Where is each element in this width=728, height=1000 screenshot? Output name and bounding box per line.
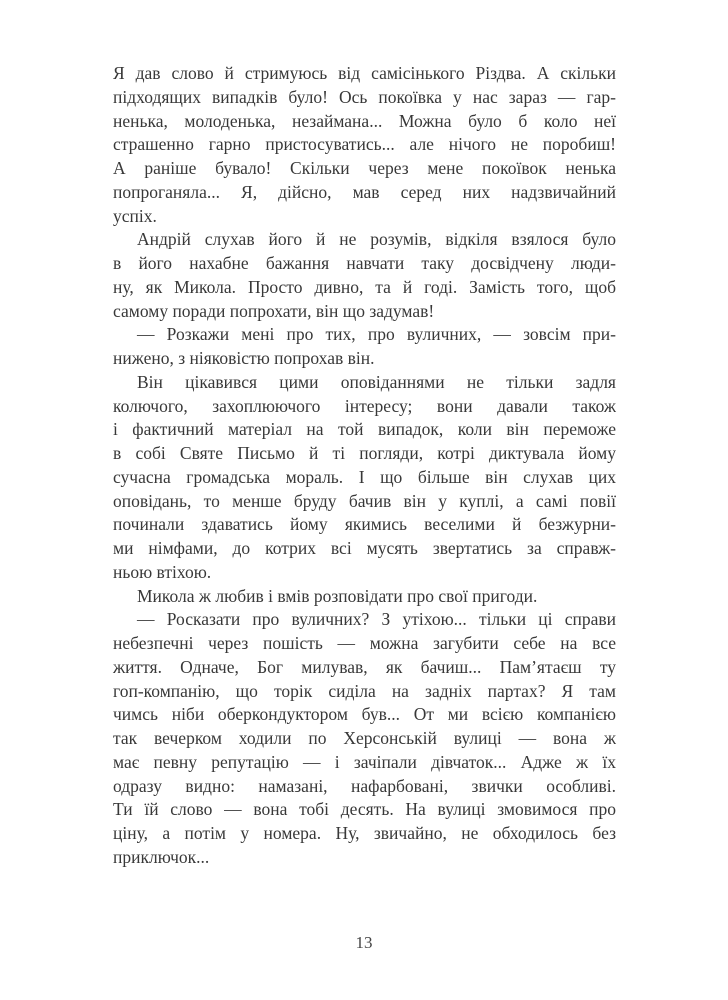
text-line: самому поради попрохати, він що задумав! (113, 300, 435, 321)
text-line: — Розкажи мені про тих, про вуличних, — зовсім при- (137, 324, 616, 345)
text-line: одразу видно: намазані, нафарбовані, звички особливі. (113, 775, 616, 796)
text-line: життя. Одначе, Бог милував, як бачиш... Пам’ятаєш ту (113, 656, 616, 677)
paragraph (113, 585, 616, 609)
text-line: попроганяла... Я, дійсно, мав серед них надзвичайний (113, 181, 616, 202)
text-line: успіх. (113, 205, 157, 226)
text-line: ціну, а потім у номера. Ну, звичайно, не обходилось без (113, 823, 616, 843)
text-line: небезпечні через пошість — можна загубити себе на все (113, 633, 616, 653)
text-line: починали здаватись йому якимись веселими й безжурни- (113, 514, 616, 535)
paragraph (113, 371, 616, 585)
text-line: ньою втіхою. (113, 561, 212, 582)
page-number: 13 (355, 933, 373, 952)
text-line: чимсь ніби оберкондуктором був... От ми всією компанією (113, 704, 616, 725)
text-line: Андрій слухав його й не розумів, відкіля взялося було (137, 229, 616, 250)
text-line: ну, як Микола. Просто дивно, та й годі. Замість того, щоб (113, 276, 616, 297)
text-line: Я дав слово й стримуюсь від самісінького Різдва. А скільки (113, 63, 616, 83)
text-line: ми німфами, до котрих всі мусять звертатись за справж- (113, 538, 616, 558)
text-line: А раніше бувало! Скільки через мене покоївок ненька (113, 158, 616, 178)
text-line: і фактичний матеріал на той випадок, коли він переможе (113, 419, 616, 440)
text-line: Він цікавився цими оповіданнями не тільки задля (137, 371, 616, 392)
text-line: оповідань, то менше бруду бачив він у куплі, а самі повії (113, 490, 616, 511)
text-line: має певну репутацію — і зачіпали дівчаток... Адже ж їх (113, 751, 616, 772)
text-line: ненька, молоденька, незаймана... Можна було б коло неї (113, 110, 616, 131)
text-line: підходящих випадків було! Ось покоївка у нас зараз — гар- (113, 86, 616, 107)
text-line: Ти їй слово — вона тобі десять. На вулиці змовимося про (113, 799, 616, 820)
text-line: колючого, захоплюючого інтересу; вони давали також (113, 395, 616, 416)
text-line: — Росказати про вуличних? З утіхою... тільки ці справи (137, 609, 616, 630)
page-body-text (113, 62, 616, 870)
text-line: нижено, з ніяковістю попрохав він. (113, 348, 375, 368)
text-line: приключок... (113, 846, 210, 867)
paragraph (113, 608, 616, 869)
paragraph (113, 62, 616, 228)
text-line: страшенно гарно пристосуватись... але нічого не поробиш! (113, 134, 616, 155)
text-line: в собі Святе Письмо й ті погляди, котрі диктувала йому (113, 443, 616, 463)
paragraph (113, 228, 616, 323)
text-line: в його нахабне бажання навчати таку досвідчену люди- (113, 253, 616, 273)
text-line: так вечерком ходили по Херсонській вулиці — вона ж (113, 728, 616, 748)
text-line: Микола ж любив і вмів розповідати про свої пригоди. (137, 585, 538, 606)
paragraph (113, 323, 616, 371)
text-line: сучасна громадська мораль. І що більше він слухав цих (113, 466, 616, 487)
text-line: гоп-компанію, що торік сиділа на задніх партах? Я там (113, 680, 616, 701)
